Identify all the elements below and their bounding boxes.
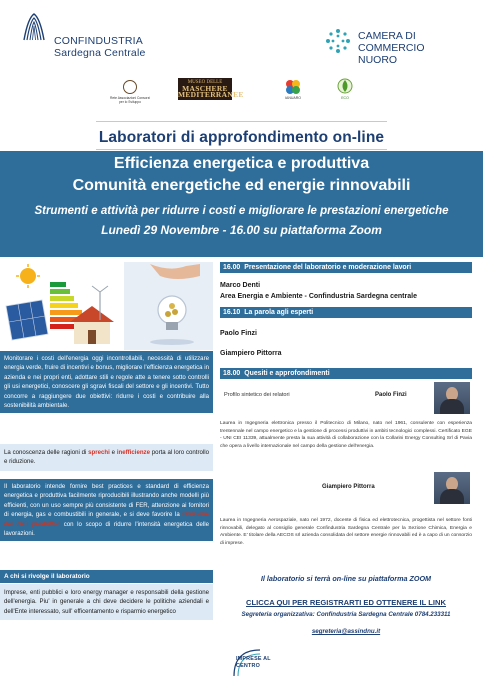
camera-commercio-name bbox=[358, 30, 483, 66]
lab-description-paragraph bbox=[0, 479, 213, 541]
waste-text-c: porta al loro controllo e riduzione. bbox=[4, 449, 209, 466]
waste-highlight-sprechi: sprechi bbox=[88, 449, 110, 456]
partner-logos bbox=[0, 78, 483, 110]
confindustria-logo-icon bbox=[22, 12, 46, 42]
speaker-2-body bbox=[440, 489, 464, 504]
waste-text-a: La conoscenza delle ragioni di bbox=[4, 449, 89, 456]
audience-heading: A chi si rivolge il laboratorio bbox=[0, 570, 213, 583]
expert-2-name: Giampiero Pittorra bbox=[220, 350, 282, 357]
profile-label: Profilo sintetico dei relatori bbox=[224, 392, 290, 398]
rete-logo-icon bbox=[123, 80, 137, 94]
waste-highlight-inefficienze: inefficienze bbox=[116, 449, 150, 456]
slot-1-time: 16.00 bbox=[223, 264, 241, 271]
register-link-wrap bbox=[220, 592, 472, 610]
agenda-slot-1 bbox=[220, 262, 472, 273]
email-wrap bbox=[220, 620, 472, 638]
subtitle: Strumenti e attività per ridurre i costi e migliorare le prestazioni energetiche bbox=[34, 205, 449, 217]
zoom-notice: Il laboratorio si terrà on-line su piattaforma ZOOM bbox=[260, 574, 432, 583]
speaker-1-photo bbox=[434, 382, 470, 414]
partner-rete bbox=[110, 80, 150, 104]
segreteria-info: Segreteria organizzativa: Confindustria Sardegna Centrale 0784.233311 bbox=[241, 611, 451, 618]
speaker-1-name: Paolo Finzi bbox=[375, 392, 407, 398]
museo-small-text: MUSEO DELLE bbox=[187, 80, 223, 85]
main-title-1: Efficienza energetica e produttiva bbox=[113, 155, 370, 172]
confindustria-name bbox=[54, 35, 146, 59]
speaker-1-body bbox=[440, 399, 464, 414]
slot-1-label: Presentazione del laboratorio e moderazione lavori bbox=[244, 264, 412, 271]
confindustria-line1: CONFINDUSTRIA bbox=[54, 35, 143, 47]
moderator-role: Area Energia e Ambiente - Confindustria Sardegna centrale bbox=[220, 293, 417, 300]
intro-paragraph: Monitorare i costi dell'energia oggi incontrollabili, necessità di utilizzare energia verde, fruire di incentivi e bonus, migliorare l'efficienza energetica in azienda e nei propri enti, adottare stili e regole atte a tenere sotto controlli gli usi energetici, conoscere gli sgravi fiscali del settore e gli incentivi. Tutto concorre a raggiungere due obiettivi: ridurre i costi e contribuire alla sostenibilità ambientale. bbox=[0, 351, 213, 413]
header bbox=[0, 0, 483, 120]
confindustria-line2: Sardegna Centrale bbox=[54, 47, 146, 59]
solar-panel-icon bbox=[6, 300, 48, 340]
title-block bbox=[0, 120, 483, 147]
speaker-2-photo bbox=[434, 472, 470, 504]
hand-lightbulb-icon bbox=[124, 262, 213, 350]
segreteria-email-link[interactable]: segreteria@assindnu.it bbox=[311, 628, 381, 635]
camera-line1: CAMERA DI COMMERCIO bbox=[358, 30, 425, 54]
partner-ianuaro bbox=[281, 78, 305, 101]
ianuaro-text: IANUARO bbox=[285, 96, 301, 100]
speaker-1-bio: Laurea in Ingegneria elettronica presso il Politecnico di Milano, nato nel 1961, consulente con esperienza trentennale nel campo energetico e la gestione di processi produttivi in ambiti tecnologici complessi. Certificato EGE - UNI CEI 11339, attualmente presta la sua attività di collaborazione con la Collarini Energy Consulting Srl di Pavia che opera a livello internazionale nel campo della gestione dell'energia. bbox=[220, 421, 472, 449]
lab-title: Laboratori di approfondimento on-line bbox=[98, 129, 385, 146]
agenda-slot-3 bbox=[220, 368, 472, 379]
main-title-2: Comunità energetiche ed energie rinnovabili bbox=[72, 177, 411, 194]
imprese-text: IMPRESE AL CENTRO bbox=[236, 656, 271, 669]
lab-desc-highlight: revisione dei cicli produttivi bbox=[4, 511, 209, 528]
moderator-name: Marco Denti bbox=[220, 282, 261, 289]
leaf-logo-icon bbox=[337, 78, 353, 96]
rete-text: Rete Associazioni Consorzi per lo Sviluppo bbox=[110, 96, 150, 104]
waste-text-b: e bbox=[109, 449, 117, 456]
lab-desc-text-a: Il laboratorio intende fornire best practices e standard di efficienza energetica e produttiva facilmente riproducibili illustrando anche modelli più efficienti, con un uso sempre più consistente di FER, attenzione ai fornitori di energia, gas e combustibili in generale, e si deve favorire la bbox=[4, 483, 209, 519]
ianuaro-logo-icon bbox=[284, 78, 302, 96]
partner-museo-logo bbox=[178, 78, 244, 100]
camera-line2: NUORO bbox=[358, 54, 398, 66]
audience-paragraph: Imprese, enti pubblici e loro energy manager e responsabili della gestione dell'energia. Piu' in generale a chi deve decidere le politiche aziendali e dell'Ente interessato, sull' efficentamento e risparmio energetico bbox=[0, 584, 213, 620]
event-date: Lunedì 29 Novembre - 16.00 su piattaforma Zoom bbox=[101, 223, 382, 237]
speaker-2-bio: Laurea in Ingegneria Aerospaziale, nato nel 1972, docente di fisica ed elettrotecnica, progettista nel settore fonti rinnovabili, delegato al consiglio generale Confindustria Sardegna Centrale per la Sezione Chimica, Energia e Ambiente. E' titolare della AECOS srl azienda consolidata del settore energie rinnovabili ed è a capo di un consorzio di imprese. bbox=[220, 518, 472, 546]
lab-desc-text-b: con lo scopo di ridurre l'intensità energetica delle lavorazioni. bbox=[4, 520, 209, 538]
imprese-al-centro-logo bbox=[230, 646, 280, 680]
eco-text: ECO bbox=[341, 96, 349, 100]
slot-3-time: 18.00 bbox=[223, 370, 241, 377]
slot-3-label: Quesiti e approfondimenti bbox=[244, 370, 330, 377]
slot-2-time: 16.10 bbox=[223, 309, 241, 316]
register-link[interactable]: CLICCA QUI PER REGISTRARTI ED OTTENERE IL LINK bbox=[246, 598, 446, 607]
energy-illustration bbox=[0, 262, 213, 350]
slot-2-label: La parola agli esperti bbox=[244, 309, 314, 316]
agenda-slot-2 bbox=[220, 307, 472, 318]
partner-eco bbox=[334, 78, 356, 101]
waste-paragraph bbox=[0, 444, 213, 471]
camera-commercio-logo-icon bbox=[325, 28, 351, 54]
museo-big-text: MASCHERE MEDITERRANEE bbox=[178, 84, 244, 99]
expert-1-name: Paolo Finzi bbox=[220, 330, 257, 337]
title-divider bbox=[96, 149, 387, 150]
speaker-2-name: Giampiero Pittorra bbox=[322, 484, 375, 490]
title-banner bbox=[0, 151, 483, 257]
